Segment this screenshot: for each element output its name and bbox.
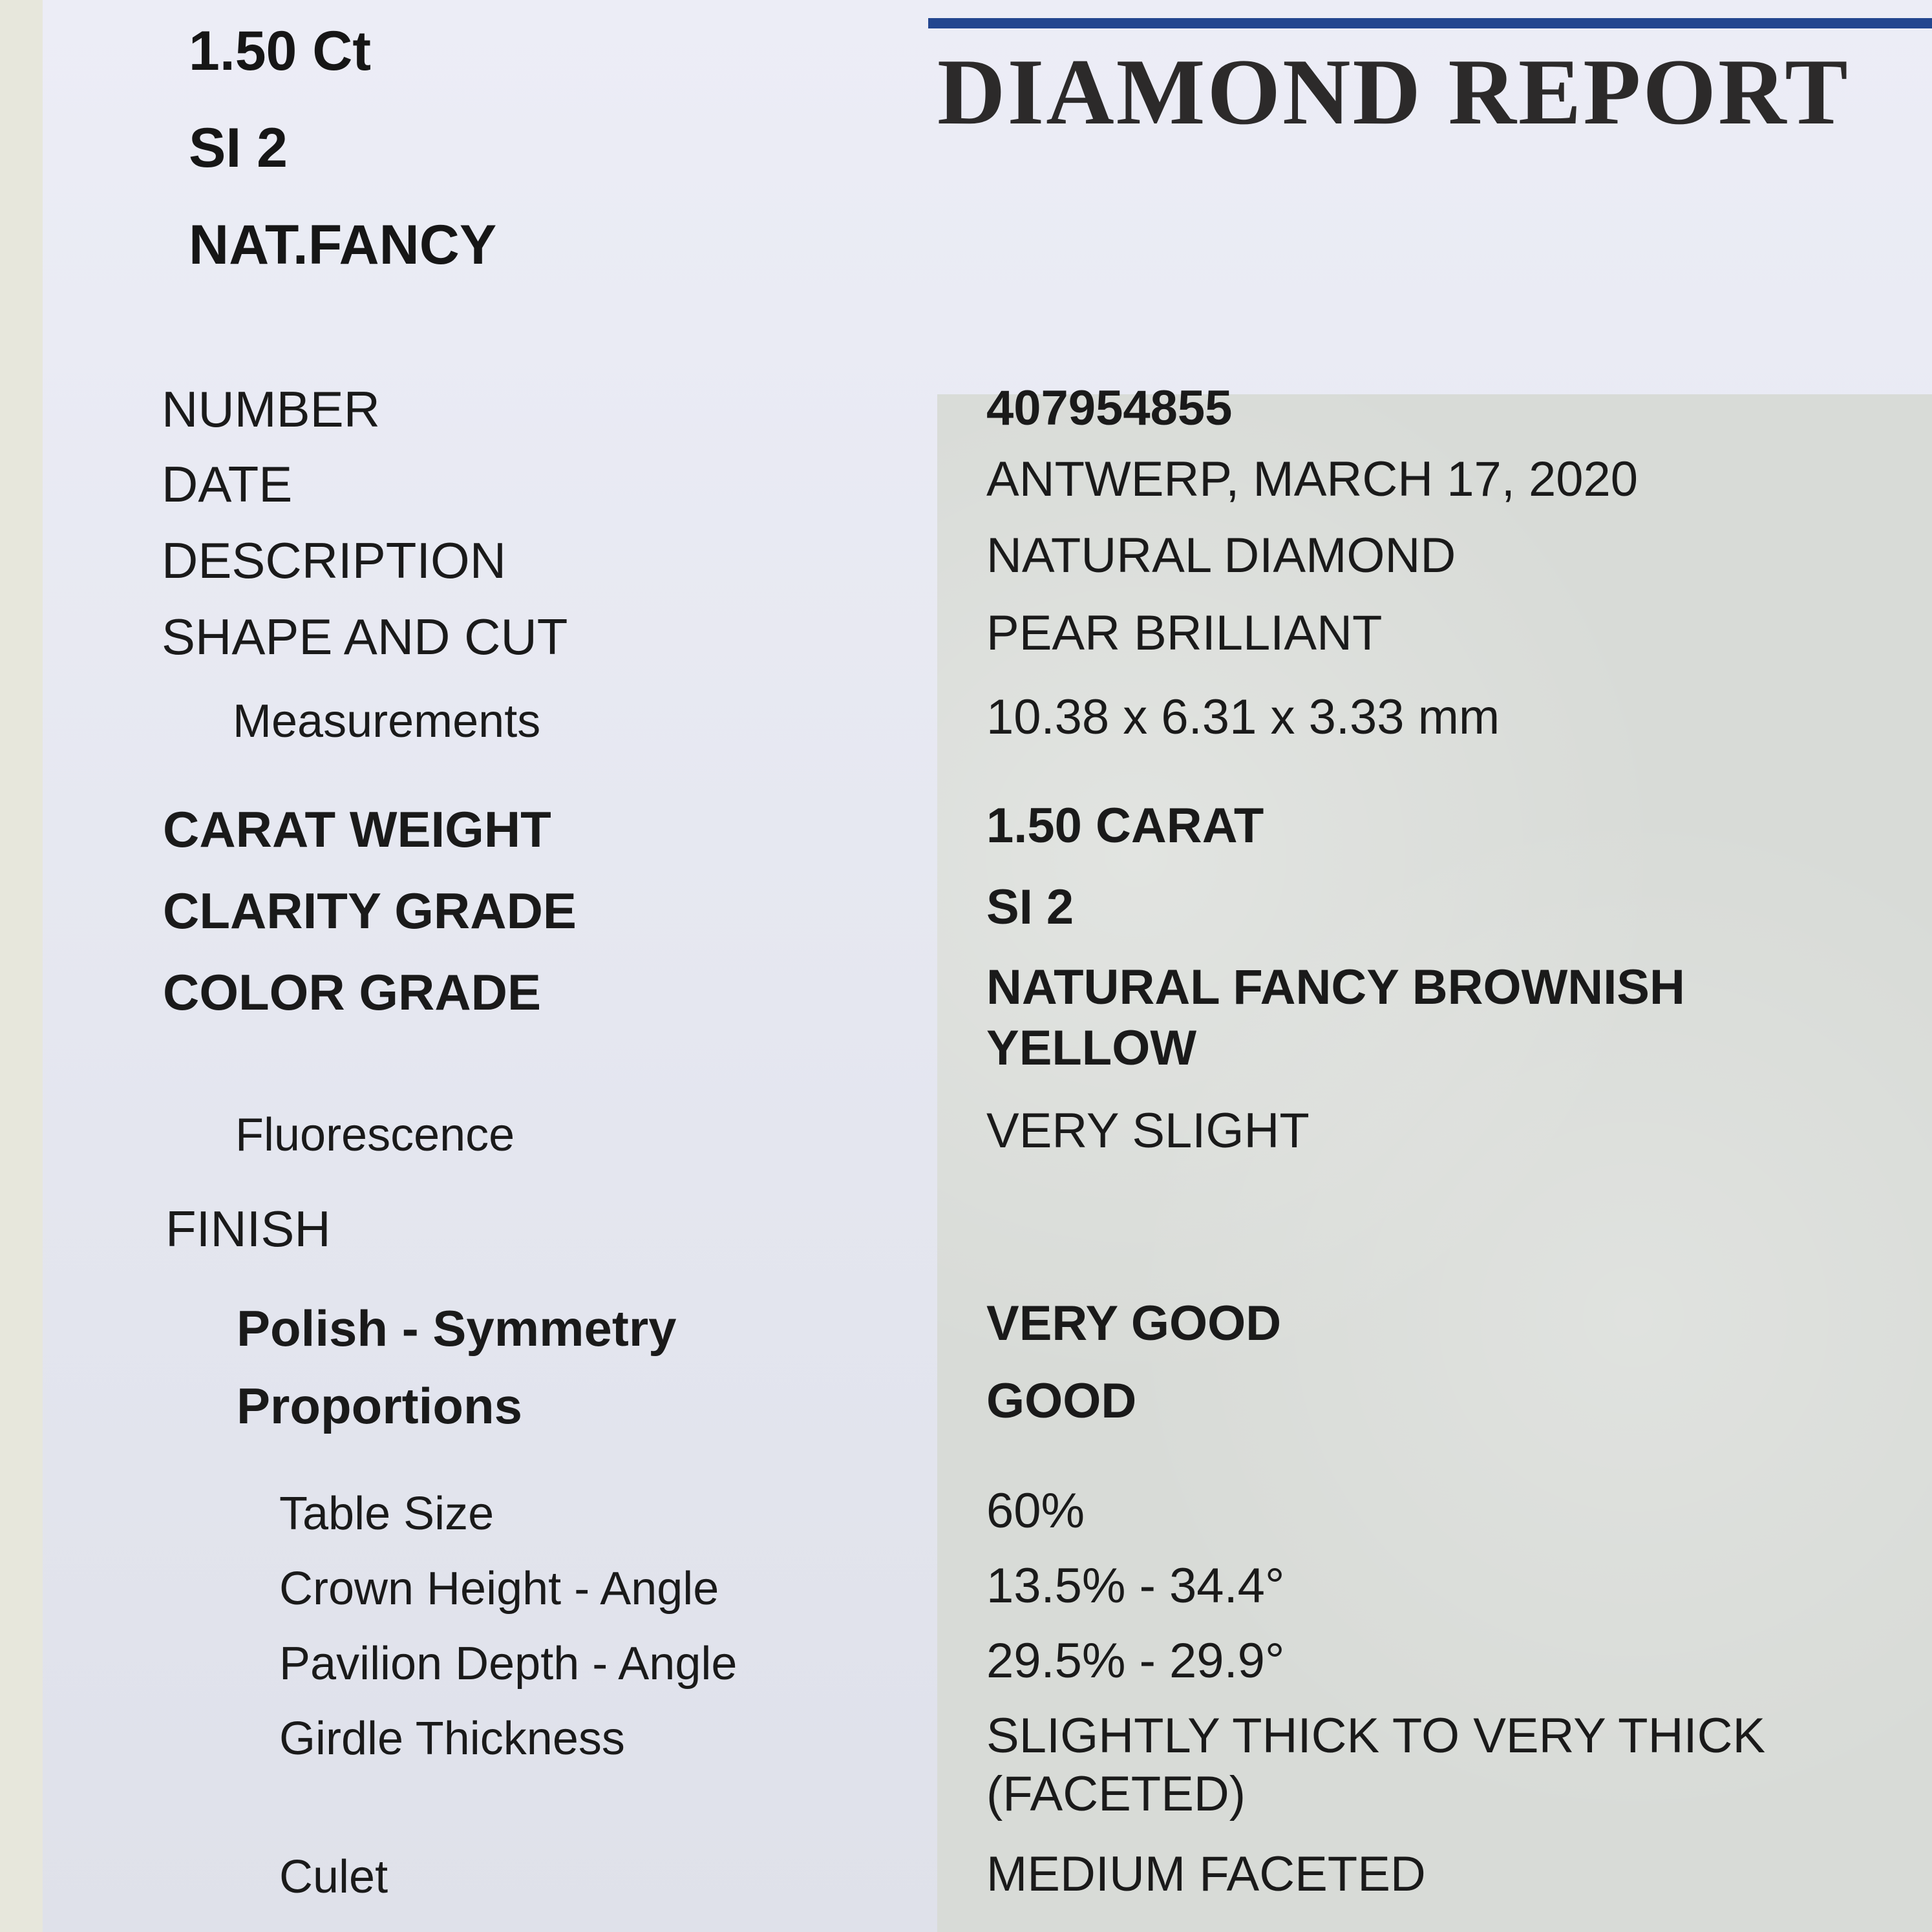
- pavilion-value: 29.5% - 29.9°: [986, 1633, 1285, 1688]
- crown-value: 13.5% - 34.4°: [986, 1558, 1285, 1613]
- proportions-label: Proportions: [237, 1377, 522, 1434]
- summary-color: NAT.FANCY: [189, 214, 497, 276]
- date-label: DATE: [162, 456, 293, 513]
- date-value: ANTWERP, MARCH 17, 2020: [986, 452, 1639, 507]
- fluorescence-label: Fluorescence: [235, 1109, 515, 1161]
- table-size-label: Table Size: [279, 1488, 494, 1540]
- color-grade-value-line1: NATURAL FANCY BROWNISH: [986, 960, 1685, 1015]
- table-size-value: 60%: [986, 1483, 1085, 1538]
- polish-symmetry-value: VERY GOOD: [986, 1296, 1282, 1351]
- crown-label: Crown Height - Angle: [279, 1563, 719, 1615]
- girdle-label: Girdle Thickness: [279, 1713, 625, 1765]
- number-label: NUMBER: [162, 381, 381, 438]
- clarity-grade-label: CLARITY GRADE: [163, 882, 577, 939]
- clarity-grade-value: SI 2: [986, 880, 1074, 935]
- girdle-value-line2: (FACETED): [986, 1767, 1246, 1821]
- summary-carat: 1.50 Ct: [189, 20, 372, 82]
- title-accent-bar: [928, 18, 1932, 28]
- shape-cut-value: PEAR BRILLIANT: [986, 606, 1383, 661]
- polish-symmetry-label: Polish - Symmetry: [237, 1300, 677, 1357]
- number-value: 407954855: [986, 381, 1233, 436]
- color-grade-value-line2: YELLOW: [986, 1021, 1197, 1076]
- measurements-label: Measurements: [233, 695, 541, 747]
- fluorescence-value: VERY SLIGHT: [986, 1103, 1310, 1158]
- measurements-value: 10.38 x 6.31 x 3.33 mm: [986, 690, 1500, 745]
- finish-label: FINISH: [165, 1200, 331, 1257]
- girdle-value-line1: SLIGHTLY THICK TO VERY THICK: [986, 1708, 1766, 1763]
- culet-value: MEDIUM FACETED: [986, 1847, 1426, 1902]
- description-label: DESCRIPTION: [162, 532, 507, 589]
- description-value: NATURAL DIAMOND: [986, 528, 1456, 583]
- carat-weight-value: 1.50 CARAT: [986, 798, 1264, 853]
- culet-label: Culet: [279, 1851, 388, 1903]
- carat-weight-label: CARAT WEIGHT: [163, 801, 551, 858]
- pavilion-label: Pavilion Depth - Angle: [279, 1638, 738, 1690]
- summary-clarity: SI 2: [189, 117, 288, 179]
- report-title: DIAMOND REPORT: [937, 39, 1850, 144]
- shape-cut-label: SHAPE AND CUT: [162, 608, 568, 665]
- proportions-value: GOOD: [986, 1374, 1137, 1428]
- color-grade-label: COLOR GRADE: [163, 964, 541, 1021]
